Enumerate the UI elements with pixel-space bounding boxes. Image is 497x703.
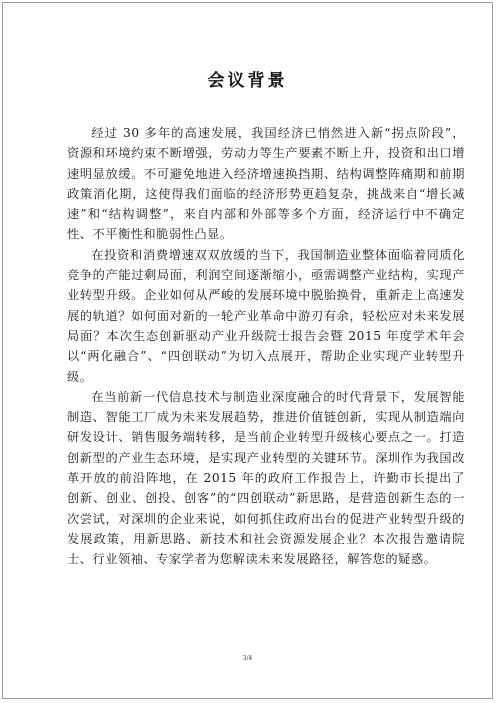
- paragraph-1: 经过 30 多年的高速发展，我国经济已悄然进入新“拐点阶段”， 资源和环境约束不断增强，劳动力等生产要素不断上升，投资和出口增速明显放缓。不可避免地进入经济增速换挡期、结构调整阵痛期和前期政策消化期，这使得我们面临的经济形势更趋复杂，挑战来自“增长减速”和“结构调整”，来自内部和外部等多个方面，经济运行中不确定性、不平衡性和脆弱性凸显。: [67, 126, 465, 242]
- document-page: [2, 2, 493, 699]
- paragraph-2: 在投资和消费增速双双放缓的当下，我国制造业整体面临着同质化竞争的产能过剩局面，利润空间逐渐缩小，亟需调整产业结构，实现产业转型升级。企业如何从严峻的发展环境中脱胎换骨，重新走上高速发展的轨道？如何面对新的一轮产业革命中游刃有余，轻松应对未来发展局面？本次生态创新驱动产业升级院士报告会暨 2015 年度学术年会以“两化融合”、“四创联动”为切入点展开，帮助企业实现产业转型升级。: [67, 247, 465, 384]
- paragraph-3: 在当前新一代信息技术与制造业深度融合的时代背景下，发展智能制造、智能工厂成为未来发展趋势，推进价值链创新，实现从制造端向研发设计、销售服务端转移，是当前企业转型升级核心要点之一。打造创新型的产业生态环境，是实现产业转型的关键环节。深圳作为我国改革开放的前沿阵地，在 2015 年的政府工作报告上，许勤市长提出了创新、创业、创投、创客”的“四创联动”新思路，是营造创新生态的一次尝试，对深圳的企业来说，如何抓住政府出台的促进产业转型升级的发展政策，用新思路、新技术和社会资源发展企业？本次报告邀请院士、行业领袖、专家学者为您解读未来发展路径，解答您的疑惑。: [67, 389, 465, 567]
- body-text: [67, 123, 465, 570]
- page-title: 会议背景: [207, 71, 288, 91]
- page-number: 3/4: [242, 655, 253, 662]
